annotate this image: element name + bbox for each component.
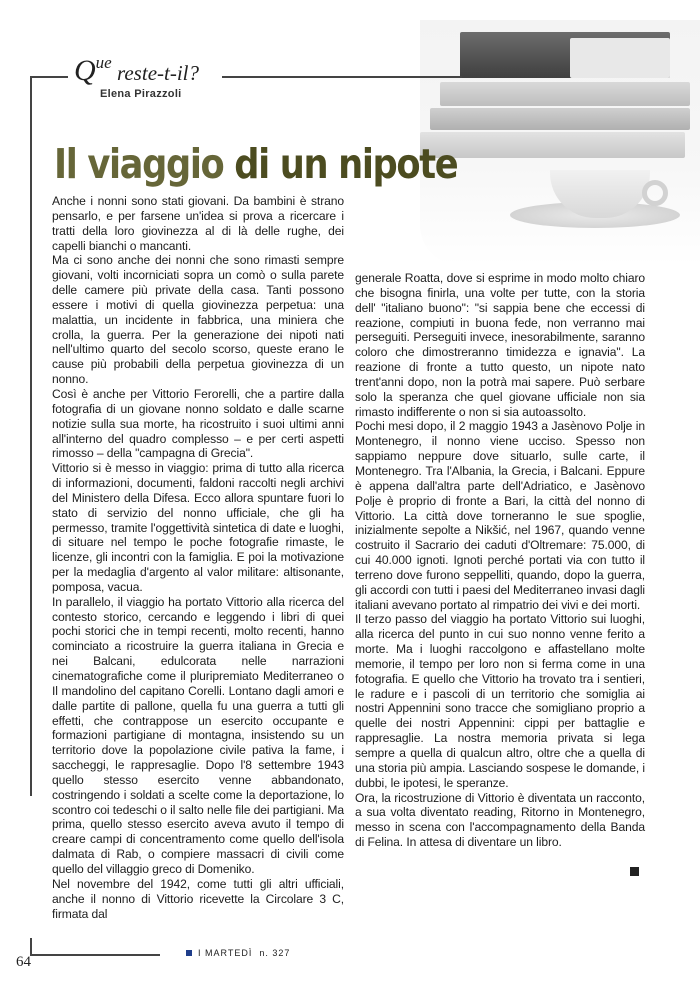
magazine-name: I MARTEDÌ (198, 948, 253, 958)
series-title (74, 54, 199, 88)
running-footer (186, 948, 290, 958)
end-of-article-mark (630, 863, 639, 881)
article-title (54, 140, 457, 188)
series-title-initial: Q (74, 54, 96, 87)
books-and-cup-photo (420, 20, 700, 265)
paragraph: Nel novembre del 1942, come tutti gli altri ufficiali, anche il nonno di Vittorio ricevette la Circolare 3 C, firmata dal (52, 876, 344, 921)
article-column-right (355, 271, 645, 850)
article-column-left (52, 194, 344, 921)
author-name (100, 88, 182, 100)
author-name-text: Elena Pirazzoli (100, 88, 182, 100)
header-rule-right (222, 76, 462, 78)
book-bottom (420, 132, 685, 158)
paragraph: Pochi mesi dopo, il 2 maggio 1943 a Jasènovo Polje in Montenegro, il nonno viene ucciso. Spesso non sappiamo neppure dove situarlo, sulle carte, il Montenegro. Tra l'Albania, la Grecia, i Balcani. Eppure è appena dall'altra parte dell'Adriatico, e Jasènovo Polje è proprio di fronte a Bari, la città del nonno di Vittorio. La città dove torneranno le sue spoglie, inizialmente sepolte a Nikšić, nel 1967, quando venne costruito il Sacrario dei caduti d'Oltremare: 75.000, di cui 40.000 ignoti. Ignoti perché portati via con tutto il terreno dove furono seppelliti, quando, dopo la guerra, gli accordi con tutti i paesi del Mediterraneo invasi dagli italiani avevano portato al rimpatrio dei vivi e dei morti. (355, 419, 645, 612)
frame-rule-vertical-bottom (30, 938, 32, 954)
series-title-superscript: ue (95, 53, 112, 72)
paragraph: Vittorio si è messo in viaggio: prima di tutto alla ricerca di informazioni, documenti, faldoni raccolti negli archivi del Ministero della Difesa. Ecco allora spuntare fuori lo stato di servizio del nonno ufficiale, che gli ha permesso, tramite l'oggettività sintetica di date e luoghi, di situare nel tempo le poche fotografie rimaste, le licenze, gli incontri con la famiglia. E poi la motivazione per la medaglia d'argento al valor militare: altisonante, pomposa, vacua. (52, 461, 344, 594)
issue-number: n. 327 (259, 948, 291, 958)
book-third (430, 108, 690, 130)
header-rule-left (30, 76, 68, 78)
book-second (440, 82, 690, 106)
paragraph: Ma ci sono anche dei nonni che sono rimasti sempre giovani, volti incorniciati sopra un comò o sulla parete delle camere più private della casa. Tanti possono essere i motivi di quella giovinezza perpetua: una malattia, un incidente in fabbrica, una miniera che crolla, la guerra. Per la generazione dei nipoti nati nell'ultimo quarto del secolo scorso, queste erano le cause più probabili della perpetua giovinezza di un nonno. (52, 253, 344, 387)
series-title-rest: reste-t-il? (111, 61, 199, 85)
paragraph: generale Roatta, dove si esprime in modo molto chiaro che bisogna finirla, una volte per tutte, con la storia dell' "italiano buono": "si sappia bene che eccessi di reazione, compiuti in buona fede, non verranno mai perseguiti. Perseguiti invece, inesorabilmente, saranno coloro che dimostreranno timidezza e ignavia". La reazione di fronte a tutto questo, un nipote nato trent'anni dopo, non la potrà mai sapere. Può serbare solo la speranza che quel giovane ufficiale non sia rimasto indifferente o non si sia autoassolto. (355, 271, 645, 419)
book-spine-white (570, 38, 670, 78)
end-square-icon (630, 867, 639, 876)
paragraph: In parallelo, il viaggio ha portato Vittorio alla ricerca del contesto storico, cercando e leggendo i libri di quei pochi storici che in tempi recenti, molto recenti, hanno cominciato a ricostruire la guerra italiana in Grecia e nei Balcani, edulcorata nelle narrazioni cinematografiche come il pluripremiato Mediterraneo o Il mandolino del capitano Corelli. Lontano dagli amori e dalle partite di pallone, quella fu una guerra a tutti gli effetti, che contrappose un esercito occupante e formazioni partigiane di montagna, insistendo su un territorio dove la popolazione civile pativa la fame, i saccheggi, le rappresaglie. Dopo l'8 settembre 1943 quello stesso esercito venne abbandonato, costringendo i soldati a scelte come la deportazione, lo scontro coi tedeschi o il salto nelle file dei partigiani. Ma prima, quello stesso esercito aveva avuto il tempo di creare campi di concentramento come quello dell'isola dalmata di Rab, o compiere massacri di civili come quello del villaggio greco di Domeniko. (52, 594, 344, 876)
page-number: 64 (16, 954, 31, 970)
paragraph: Così è anche per Vittorio Ferorelli, che a partire dalla fotografia di un giovane nonno soldato e dalle scarne notizie sulla sua morte, ha ricostruito i suoi ultimi anni all'interno del quadro complesso – e per certi aspetti rimosso – della "campagna di Grecia". (52, 386, 344, 461)
footer-square-icon (186, 950, 192, 956)
frame-rule-vertical (30, 76, 32, 796)
paragraph: Il terzo passo del viaggio ha portato Vittorio sui luoghi, alla ricerca del punto in cui suo nonno venne ferito a morte. Ma i luoghi raccolgono e affastellano molte memorie, il tempo per loro non si ferma come in una fotografia. E quello che Vittorio ha trovato tra i sentieri, le radure e i pascoli di un territorio che somiglia ai nostri Appennini sono tracce che somigliano proprio a quelle dei nostri Appennini: cippi per battaglie e rappresaglie. La nostra memoria privata si lega sempre a quella di qualcun altro, oltre che a quella di una storia più ampia. Lasciando sospese le domande, i dubbi, le ipotesi, le speranze. (355, 612, 645, 790)
cup-handle (642, 180, 668, 206)
article-title-part1: Il viaggio (54, 140, 235, 188)
paragraph: Ora, la ricostruzione di Vittorio è diventata un racconto, a sua volta diventato reading, Ritorno in Montenegro, messo in scena con l'accompagnamento della Banda di Felina. In attesa di diventare un libro. (355, 790, 645, 850)
article-title-part2: di un nipote (234, 140, 458, 188)
paragraph: Anche i nonni sono stati giovani. Da bambini è strano pensarlo, e per farsene un'idea si prova a ricercare i tratti della loro giovinezza al di là delle rughe, dei capelli bianchi o mancanti. (52, 194, 344, 253)
footer-rule (30, 954, 160, 956)
